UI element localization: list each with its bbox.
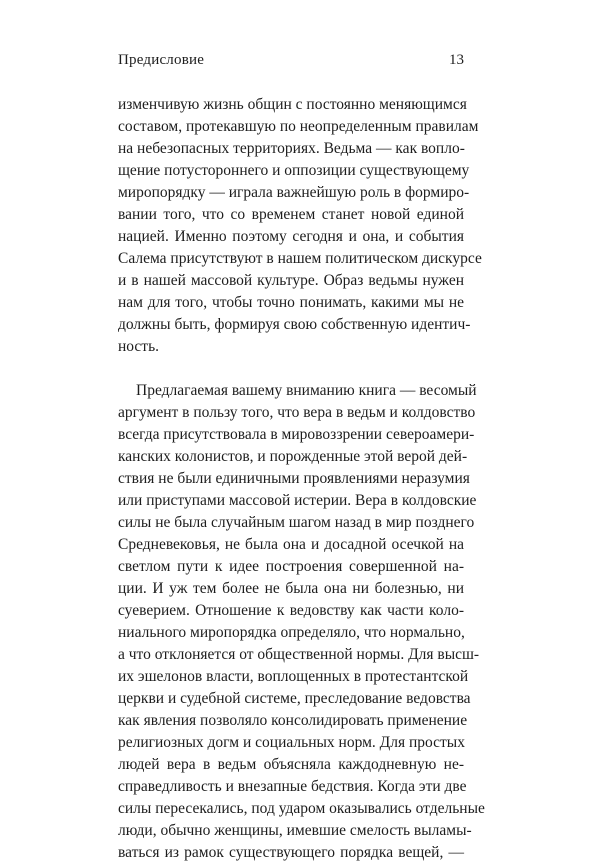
text-line: ниального миропорядка определяло, что нормально,: [118, 624, 465, 641]
page-number: 13: [449, 52, 464, 68]
text-line: а что отклоняется от общественной нормы. Для высш-: [118, 646, 480, 663]
text-line: силы пересекались, под ударом оказывались отдельные: [118, 800, 485, 817]
text-line: всегда присутствовала в мировоззрении североамери-: [118, 426, 475, 443]
text-line: их эшелонов власти, воплощенных в протестантской: [118, 668, 469, 685]
text-line: миропорядку — играла важнейшую роль в формиро-: [118, 184, 470, 201]
text-line: вании того, что со временем станет новой единой: [118, 206, 464, 223]
text-line: или приступами массовой истерии. Вера в колдовские: [118, 492, 477, 509]
text-line: ность.: [118, 338, 160, 355]
text-line: на небезопасных территориях. Ведьма — как вопло-: [118, 140, 465, 157]
text-line: изменчивую жизнь общин с постоянно меняющимся: [118, 96, 467, 113]
text-line: щение потустороннего и оппозиции существующему: [118, 162, 470, 179]
text-line: ствия не были единичными проявлениями неразумия: [118, 470, 470, 487]
text-line: Средневековья, не была она и досадной осечкой на: [118, 536, 464, 553]
text-line: Предлагаемая вашему вниманию книга — весомый: [136, 382, 477, 399]
text-line: канских колонистов, и порожденные этой верой дей-: [118, 448, 468, 465]
text-line: суеверием. Отношение к ведовству как части коло-: [118, 602, 464, 619]
text-line: и в нашей массовой культуре. Образ ведьмы нужен: [118, 272, 464, 289]
page-header: [118, 52, 464, 74]
text-line: люди, обычно женщины, имевшие смелость выламы-: [118, 822, 472, 839]
text-line: нацией. Именно поэтому сегодня и она, и события: [118, 228, 464, 245]
text-line: Салема присутствуют в нашем политическом дискурсе: [118, 250, 482, 267]
text-line: церкви и судебной системе, преследование ведовства: [118, 690, 471, 707]
paragraph-gap: [118, 358, 464, 380]
text-line: как явления позволяло консолидировать применение: [118, 712, 468, 729]
running-head: Предисловие: [118, 52, 205, 68]
body-text: [118, 94, 485, 864]
text-line: силы не была случайным шагом назад в мир позднего: [118, 514, 475, 531]
text-line: ваться из рамок существующего порядка вещей, —: [118, 844, 464, 861]
text-line: составом, протекавшую по неопределенным правилам: [118, 118, 479, 135]
text-line: ции. И уж тем более не была она ни болезнью, ни: [118, 580, 464, 597]
text-line: справедливость и внезапные бедствия. Когда эти две: [118, 778, 467, 795]
text-line: аргумент в пользу того, что вера в ведьм и колдовство: [118, 404, 476, 421]
text-line: религиозных догм и социальных норм. Для простых: [118, 734, 465, 751]
text-line: должны быть, формируя свою собственную идентич-: [118, 316, 471, 333]
text-line: нам для того, чтобы точно понимать, какими мы не: [118, 294, 464, 311]
text-line: людей вера в ведьм объясняла каждодневную не-: [118, 756, 464, 773]
text-line: светлом пути к идее построения совершенной на-: [118, 558, 464, 575]
paragraph-2: [118, 380, 485, 864]
paragraph-1: [118, 94, 482, 358]
